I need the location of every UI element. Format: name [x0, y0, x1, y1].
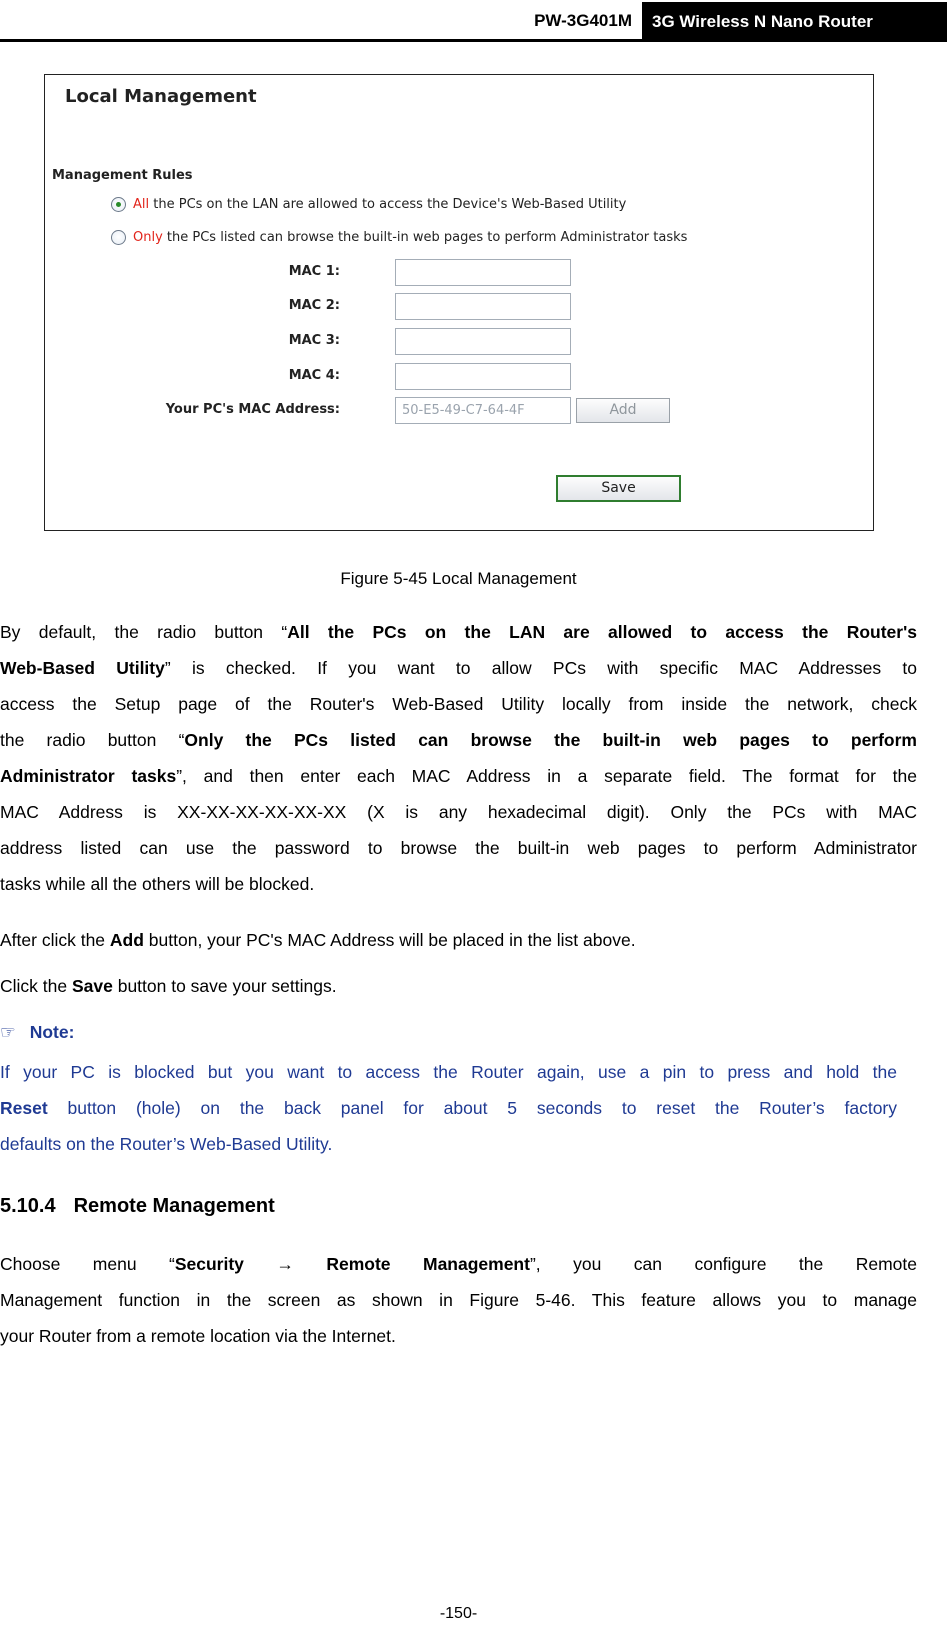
radio-only-listed-row[interactable]	[111, 230, 687, 245]
default-radio-paragraph: By default, the radio button “All the PCs on the LAN are allowed to access the Router's Web-Based Utility” is checked. If you want to allow PCs with specific MAC Addresses to access the Setup page of the Router's Web-Based Utility locally from inside the network, check the radio button “Only the PCs listed can browse the built-in web pages to perform Administrator tasks”, and then enter each MAC Address in a separate field. The format for the MAC Address is XX-XX-XX-XX-XX-XX (X is any hexadecimal digit). Only the PCs with MAC address listed can use the password to browse the built-in web pages to perform Administrator tasks while all the others will be blocked.	[0, 622, 918, 894]
mac4-input[interactable]	[395, 363, 571, 390]
add-button-paragraph: After click the Add button, your PC's MAC Address will be placed in the list above.	[0, 930, 636, 950]
note-heading	[0, 1022, 74, 1043]
mac2-label: MAC 2:	[288, 298, 340, 313]
pointing-hand-icon: ☞	[0, 1022, 16, 1042]
mac1-label: MAC 1:	[288, 264, 340, 279]
radio-all-pcs[interactable]	[111, 197, 126, 212]
model-name: PW-3G401M	[534, 11, 632, 30]
panel-title: Local Management	[65, 86, 257, 107]
menu-arrow-icon: →	[276, 1254, 294, 1274]
local-management-screenshot	[44, 74, 874, 531]
mac2-input[interactable]	[395, 293, 571, 320]
mac4-label: MAC 4:	[288, 368, 340, 383]
radio-all-pcs-label: All the PCs on the LAN are allowed to access the Device's Web-Based Utility	[133, 197, 627, 212]
mac1-input[interactable]	[395, 259, 571, 286]
remote-management-paragraph: Choose menu “Security → Remote Management”, you can configure the Remote Management function in the screen as shown in Figure 5-46. This feature allows you to manage your Router from a remote location via the Internet.	[0, 1254, 917, 1346]
section-number: 5.10.4	[0, 1195, 56, 1217]
section-title: Remote Management	[73, 1195, 275, 1217]
your-mac-input[interactable]	[395, 397, 571, 424]
page-header	[0, 0, 947, 42]
figure-caption: Figure 5-45 Local Management	[340, 569, 577, 588]
your-mac-label: Your PC's MAC Address:	[165, 402, 340, 417]
section-heading	[0, 1195, 275, 1218]
note-label: Note:	[29, 1022, 75, 1042]
save-button-paragraph: Click the Save button to save your settings.	[0, 976, 337, 996]
add-button[interactable]: Add	[576, 398, 670, 423]
product-name: 3G Wireless N Nano Router	[642, 2, 947, 39]
mac3-label: MAC 3:	[288, 333, 340, 348]
radio-all-pcs-row[interactable]	[111, 197, 626, 212]
mac3-input[interactable]	[395, 328, 571, 355]
save-button[interactable]: Save	[556, 475, 681, 502]
page-number: -150-	[439, 1605, 478, 1622]
radio-only-listed-label: Only the PCs listed can browse the built-in web pages to perform Administrator tasks	[133, 230, 688, 245]
header-rule	[0, 39, 947, 42]
management-rules-label: Management Rules	[52, 168, 193, 183]
note-text: If your PC is blocked but you want to access the Router again, use a pin to press and hold the Reset button (hole) on the back panel for about 5 seconds to reset the Router’s factory defaults on the Router’s Web-Based Utility.	[0, 1062, 897, 1154]
radio-only-listed[interactable]	[111, 230, 126, 245]
